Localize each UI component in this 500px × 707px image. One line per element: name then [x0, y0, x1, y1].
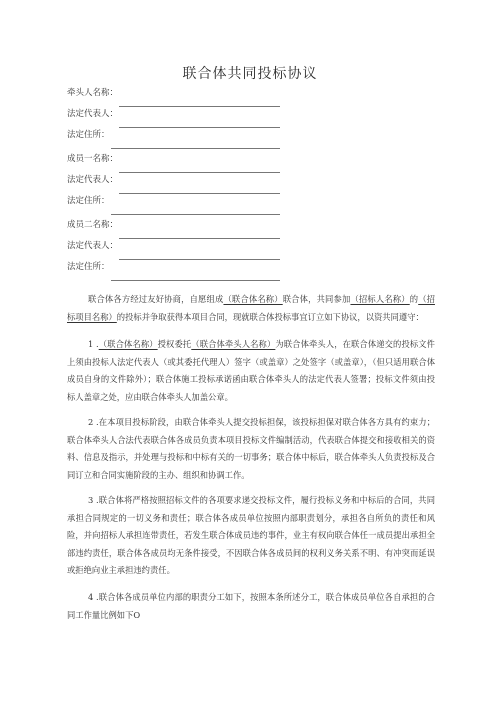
blank-underline [119, 224, 280, 239]
clause-4: 4 .联合体各成员单位内部的职责分工如下，按照本条所述分工，联合体成员单位各自承担的合同工作量比例如下O [67, 592, 435, 620]
blank-underline [119, 92, 280, 107]
field-label: 成员二名称： [67, 220, 119, 230]
field-label: 法定住所： [67, 262, 110, 272]
project-name-blank: （招标项目名称） [67, 294, 435, 322]
blank-underline [119, 245, 280, 260]
consortium-name-blank: （联合体名称） [223, 294, 283, 304]
blank-underline [111, 134, 280, 149]
lead-address-line [67, 128, 297, 149]
field-label: 牵头人名称： [67, 88, 119, 98]
field-label: 法定代表人： [67, 109, 119, 119]
blank-underline [111, 200, 280, 215]
member-two-block [67, 218, 297, 281]
field-label: 法定代表人： [67, 241, 119, 251]
consortium-name-blank: （联合体名称） [98, 339, 158, 349]
blank-underline [119, 113, 280, 128]
field-label: 成员一名称： [67, 154, 119, 164]
field-label: 法定代表人： [67, 175, 119, 185]
field-label: 法定住所： [67, 196, 110, 206]
document-title: 联合体共同投标协议 [182, 66, 318, 82]
intro-paragraph: 联合体各方经过友好协商，自愿组成（联合体名称）联合体，共同参加（招标人名称）的（招标项目名称）的投标并争取获得本项目合同，现就联合体投标事宜订立如下协议，以资共同遵守： [67, 294, 435, 322]
blank-underline [111, 266, 280, 281]
field-label: 法定住所： [67, 130, 110, 140]
lead-name-blank: （联合体牵头人名称） [191, 339, 276, 349]
clause-1: 1 .（联合体名称）授权委托（联合体牵头人名称）为联合体牵头人，在联合体递交的投标文件上须由投标人法定代表人（或其委托代理人）签字（或盖章）之处签字（或盖章），（但只适用联合体成员自身的文件除外）；联合体施工投标承诺函由联合体牵头人的法定代表人签署；投标文件须由投标人盖章之处，应由联合体牵头人加盖公章。 [67, 339, 435, 402]
clause-2: 2 .在本项目投标阶段，由联合体牵头人提交投标担保，该投标担保对联合体各方具有约束力；联合体牵头人合法代表联合体各成员负责本项目投标文件编制活动，代表联合体提交和接收相关的资料、信息及指示，并处理与投标和中标有关的一切事务；联合体中标后，联合体牵头人负责投标及合同订立和合同实施阶段的主办、组织和协调工作。 [67, 417, 435, 480]
lead-party-block [67, 86, 297, 149]
clause-3: 3 .联合体将严格按照招标文件的各项要求递交投标文件，履行投标义务和中标后的合同，共同承担合同规定的一切义务和责任；联合体各成员单位按照内部职责划分，承担各自所负的责任和风险，并向招标人承担连带责任，若发生联合体成员违约事件，业主有权向联合体任一成员提出承担全部违约责任，联合体各成员均无条件接受，不因联合体各成员间的权利义务关系不明、有冲突而延误或拒绝向业主承担违约责任。 [67, 495, 435, 576]
member-one-block [67, 152, 297, 215]
blank-underline [119, 179, 280, 194]
blank-underline [119, 158, 280, 173]
member-one-address-line [67, 194, 297, 215]
member-two-address-line [67, 260, 297, 281]
tenderee-name-blank: （招标人名称） [350, 294, 410, 304]
